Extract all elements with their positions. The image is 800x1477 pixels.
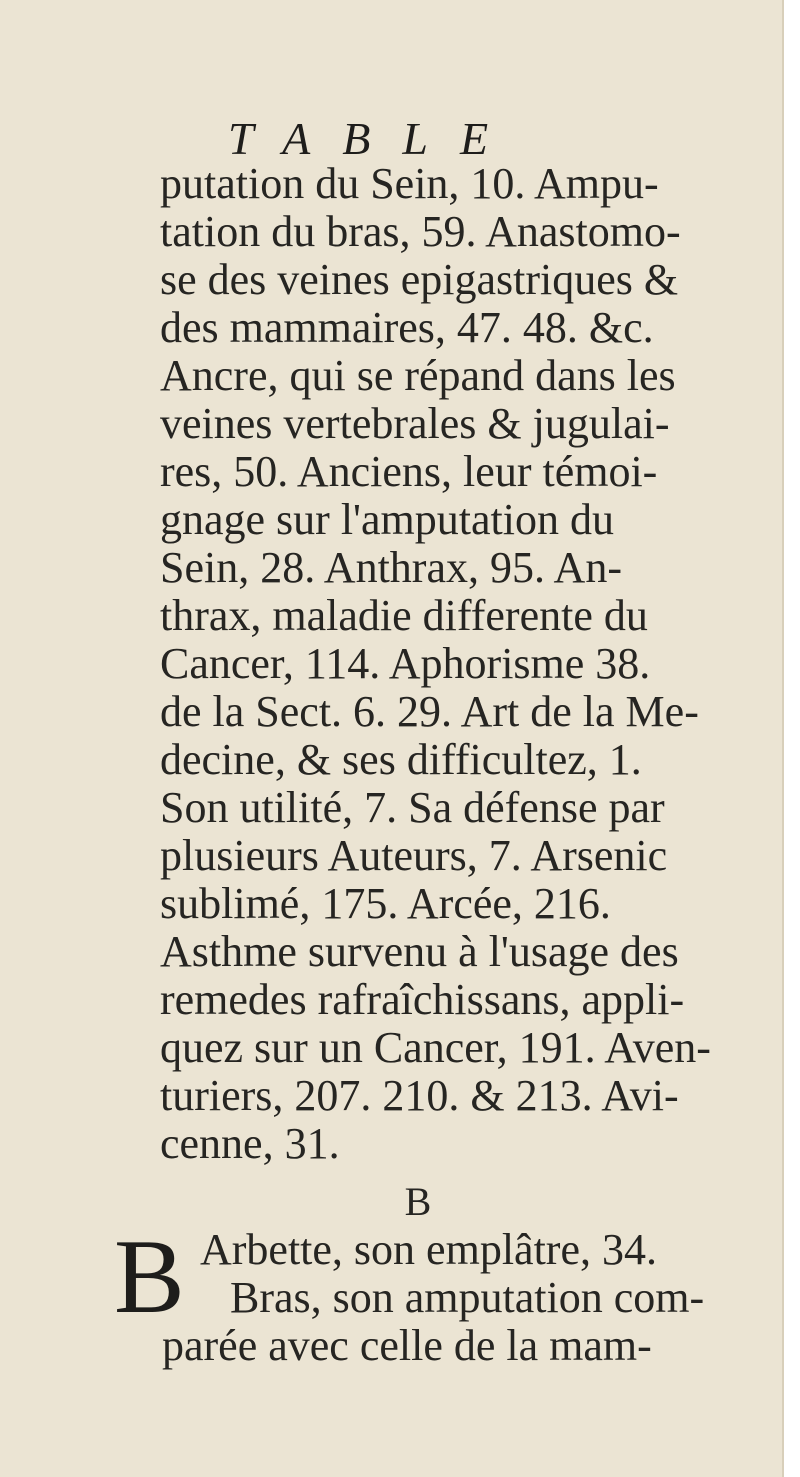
drop-cap: B (114, 1218, 185, 1335)
text-line: Bras, son amputation com- (230, 1273, 705, 1322)
text-line: Ancre, qui se répand dans les (160, 351, 676, 400)
text-line: remedes rafraîchissans, appli- (160, 975, 685, 1024)
text-line: tation du bras, 59. Anastomo- (160, 207, 681, 256)
text-line: Sein, 28. Anthrax, 95. An- (160, 543, 622, 592)
text-line: plusieurs Auteurs, 7. Arsenic (160, 831, 668, 880)
text-line: Son utilité, 7. Sa défense par (160, 783, 665, 832)
text-line: cenne, 31. (160, 1119, 340, 1168)
text-line: putation du Sein, 10. Ampu- (160, 159, 659, 208)
text-line: sublimé, 175. Arcée, 216. (160, 879, 611, 928)
text-line: se des veines epigastriques & (160, 255, 679, 304)
text-line: veines vertebrales & jugulai- (160, 399, 670, 448)
text-line: gnage sur l'amputation du (160, 495, 614, 544)
text-line: turiers, 207. 210. & 213. Avi- (160, 1071, 679, 1120)
text-line: quez sur un Cancer, 191. Aven- (160, 1023, 711, 1072)
text-line: thrax, maladie differente du (160, 591, 648, 640)
text-line: decine, & ses difficultez, 1. (160, 735, 642, 784)
index-entries-b (162, 1225, 720, 1370)
text-line: Asthme survenu à l'usage des (160, 927, 679, 976)
text-line: des mammaires, 47. 48. &c. (160, 303, 654, 352)
text-line: Cancer, 114. Aphorisme 38. (160, 639, 651, 688)
text-line: res, 50. Anciens, leur témoi- (160, 447, 658, 496)
text-line: Arbette, son emplâtre, 34. (200, 1225, 657, 1274)
text-line: parée avec celle de la mam- (162, 1321, 652, 1370)
text-line: de la Sect. 6. 29. Art de la Me- (160, 687, 699, 736)
section-heading-b: B (404, 1179, 432, 1224)
running-head: TABLE (228, 113, 521, 164)
index-entries-a (160, 160, 720, 1168)
